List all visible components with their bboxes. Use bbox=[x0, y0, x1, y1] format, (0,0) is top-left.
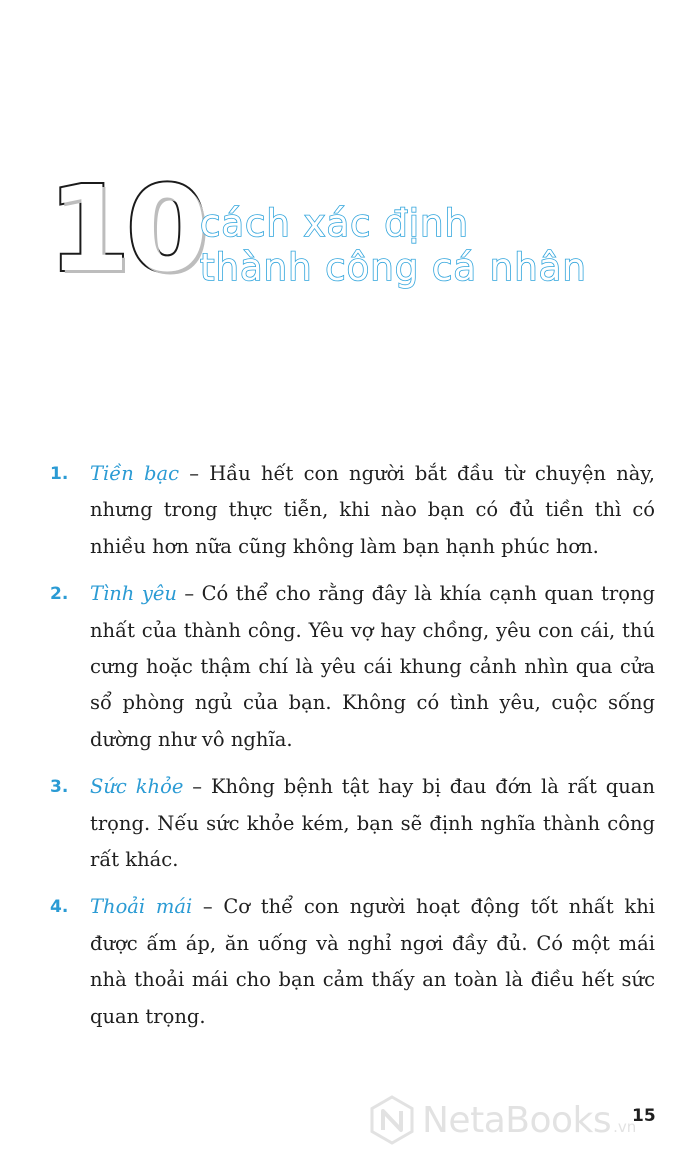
list-item-term: Thoải mái bbox=[90, 895, 193, 919]
list-item-term: Tiền bạc bbox=[90, 462, 180, 485]
numbered-list bbox=[50, 456, 655, 1046]
list-item-number: 1. bbox=[50, 464, 69, 484]
chapter-title bbox=[200, 202, 587, 290]
list-item bbox=[50, 576, 655, 758]
list-item-number: 3. bbox=[50, 777, 69, 798]
page-number: 15 bbox=[632, 1106, 656, 1126]
list-item-term: Sức khỏe bbox=[90, 775, 184, 799]
list-item bbox=[50, 769, 655, 878]
list-item-term: Tình yêu bbox=[90, 582, 177, 606]
list-item-text: – Có thể cho rằng đây là khía cạnh quan trọng nhất của thành công. Yêu vợ hay chồng, yêu con cái, thú cưng hoặc thậm chí là yêu cái khung cảnh nhìn qua cửa sổ phòng ngủ của bạn. Không có tình yêu, cuộc sống dường như vô nghĩa. bbox=[90, 582, 655, 751]
netabooks-logo-icon bbox=[366, 1094, 418, 1146]
netabooks-watermark bbox=[366, 1090, 636, 1150]
list-item bbox=[50, 889, 655, 1035]
chapter-number: 10 bbox=[48, 160, 205, 298]
watermark-suffix: .vn bbox=[613, 1118, 637, 1136]
watermark-text: NetaBooks bbox=[422, 1099, 612, 1141]
chapter-title-line-1: cách xác định bbox=[200, 202, 469, 245]
list-item-text: – Không bệnh tật hay bị đau đớn là rất quan trọng. Nếu sức khỏe kém, bạn sẽ định nghĩa thành công rất khác. bbox=[90, 775, 655, 872]
list-item-number: 2. bbox=[50, 584, 69, 605]
list-item bbox=[50, 456, 655, 565]
list-item-text: – Cơ thể con người hoạt động tốt nhất khi được ấm áp, ăn uống và nghỉ ngơi đầy đủ. Có một mái nhà thoải mái cho bạn cảm thấy an toàn là điều hết sức quan trọng. bbox=[90, 895, 655, 1028]
chapter-header bbox=[48, 160, 668, 308]
list-item-text: – Hầu hết con người bắt đầu từ chuyện này, nhưng trong thực tiễn, khi nào bạn có đủ tiền thì có nhiều hơn nữa cũng không làm bạn hạnh phúc hơn. bbox=[90, 462, 656, 558]
list-item-number: 4. bbox=[50, 897, 69, 918]
chapter-title-line-2: thành công cá nhân bbox=[200, 246, 587, 289]
